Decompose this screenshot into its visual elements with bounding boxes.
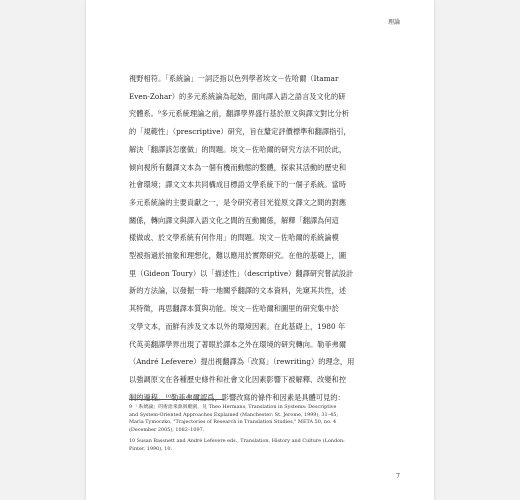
body-line: 究體系。⁹多元系統理論之前，翻譯學界盛行基於原文與譯文對比分析 [129, 109, 350, 119]
body-line: Even-Zohar）的多元系統論為起始，面向譯入語之語言及文化的研 [129, 91, 346, 101]
footnote-divider [129, 399, 224, 400]
body-line: 以強調原文在各種歷史條件和社會文化因素影響下被解釋、改變和控 [129, 374, 347, 384]
body-line: （André Lefevere）提出視翻譯為「改寫」（rewriting）的理念，用 [129, 357, 355, 367]
body-text [129, 70, 397, 406]
body-line: 其特徵，再思翻譯本質與功能。埃文－佐哈爾和圖里的研究集中於 [129, 304, 339, 314]
body-line: 里（Gideon Toury）以「描述性」（descriptive）翻譯研究嘗試設計 [129, 268, 354, 278]
body-line: 文學文本，而鮮有涉及文本以外的環境因素。在此基礎上，1980 年 [129, 321, 346, 331]
footnote-10-line: 10 Susan Bassnett and André Lefevere eds., Translation, History and Culture (London: [129, 438, 345, 445]
body-line: 代英美翻譯學界出現了著眼於譯本之外在環境的研究轉向。勒菲弗爾 [129, 339, 347, 349]
page-number: 7 [396, 473, 400, 480]
body-line: 新的方法論，以發掘一時一地關乎翻譯的文本資料，先窺其共性，述 [129, 286, 347, 296]
body-line: 多元系統論的主要貢獻之一，是令研究者目光從原文譯文之間的對應 [129, 197, 347, 207]
body-line: 型被指過於抽象和理想化，難以應用於實際研究。在他的基礎上，圖 [129, 251, 347, 261]
footnote-9-line: Maria Tymoczko, "Trajectories of Research in Translation Studies," META 50, no. 4 [129, 419, 337, 426]
footnotes [129, 404, 397, 454]
footnote-9-line: and System-Oriented Approaches Explained (Manchester: St. Jerome, 1999), 31–45; [129, 411, 338, 418]
body-line: 視野相符。「系統論」一詞泛指以色列學者埃文－佐哈爾（Itamar [129, 74, 339, 83]
footnote-9-line: 9 「系統論」的術語來源與範圍，見 Theo Hermans, Translation in Systems: Descriptive [129, 404, 337, 410]
body-line: 關係，轉向譯文與譯入語文化之間的互動關係，解釋「翻譯為何這 [129, 215, 339, 225]
running-head: 理論 [387, 19, 400, 26]
book-page [86, 0, 434, 500]
footnote-9-line: (December 2005), 1082–1097. [129, 426, 205, 433]
body-line: 社會環境；譯文文本共同構成目標語文學系統下的一個子系統。當時 [129, 180, 347, 190]
footnote-10-line: Pinter, 1990), 10. [129, 445, 173, 452]
body-line: 樣做或、於文學系統有何作用」的問題。埃文－佐哈爾的系統論模 [129, 233, 339, 243]
body-line: 傾向視所有翻譯文本為一個有機而動態的整體，探索其活動的歷史和 [129, 162, 347, 172]
body-line: 的「規範性」（prescriptive）研究，旨在釐定評價標準和翻譯指引， [129, 127, 351, 137]
body-line: 解決「翻譯該怎麼做」的問題。埃文－佐哈爾的研究方法不同於此， [129, 144, 347, 154]
body-line: 制的過程。¹⁰勒菲弗爾認爲，影響改寫的條件和因素是具體可見的： [129, 392, 345, 402]
